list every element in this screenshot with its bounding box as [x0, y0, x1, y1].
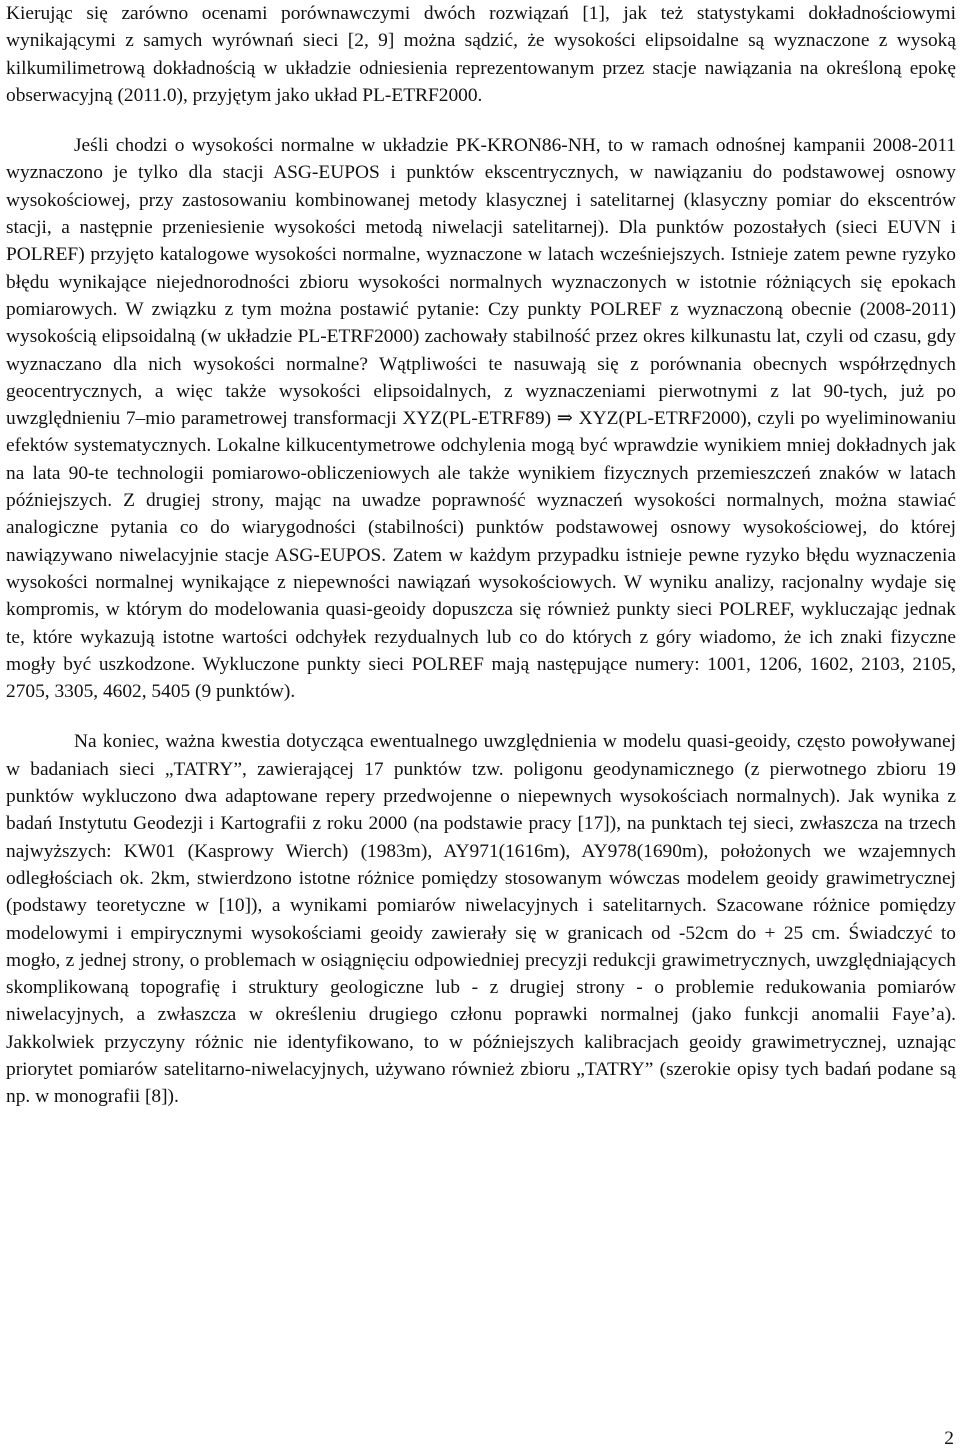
- paragraph-intro: Kierując się zarówno ocenami porównawczymi dwóch rozwiązań [1], jak też statystykami dokładnościowymi wynikającymi z samych wyrównań sieci [2, 9] można sądzić, że wysokości elipsoidalne są wyznaczone z wysoką kilkumilimetrową dokładnością w układzie odniesienia reprezentowanym przez stacje nawiązania na określoną epokę obserwacyjną (2011.0), przyjętym jako układ PL-ETRF2000.: [6, 3, 956, 106]
- paragraph-tatry: Na koniec, ważna kwestia dotycząca ewentualnego uwzględnienia w modelu quasi-geoidy, często powoływanej w badaniach sieci „TATRY”, zawierającej 17 punktów tzw. poligonu geodynamicznego (z pierwotnego zbioru 19 punktów wykluczono dwa adaptowane repery przedwojenne o niepewnych wysokościach normalnych). Jak wynika z badań Instytutu Geodezji i Kartografii z roku 2000 (na podstawie pracy [17]), na punktach tej sieci, zwłaszcza na trzech najwyższych: KW01 (Kasprowy Wierch) (1983m), AY971(1616m), AY978(1690m), położonych we wzajemnych odległościach ok. 2km, stwierdzono istotne różnice pomiędzy stosowanym wówczas modelem geoidy grawimetrycznej (podstawy teoretyczne w [10]), a wynikami pomiarów niwelacyjnych i satelitarnych. Szacowane różnice pomiędzy modelowymi i empirycznymi wysokościami geoidy zawierały się w granicach od -52cm do + 25 cm. Świadczyć to mogło, z jednej strony, o problemach w osiągnięciu odpowiedniej precyzji redukcji grawimetrycznych, uwzględniających skomplikowaną topografię i struktury geologiczne lub - z drugiej strony - o problemie redukowania pomiarów niwelacyjnych, a zwłaszcza w określeniu drugiego członu poprawki normalnej (jako funkcji anomalii Faye’a). Jakkolwiek przyczyny różnic nie identyfikowano, to w późniejszych kalibracjach geoidy grawimetrycznej, uznając priorytet pomiarów satelitarno-niwelacyjnych, używano również zbioru „TATRY” (szerokie opisy tych badań podane są np. w monografii [8]).: [6, 731, 956, 1108]
- page-number: 2: [944, 1428, 954, 1449]
- document-page: [6, 0, 956, 1111]
- paragraph-normal-heights: Jeśli chodzi o wysokości normalne w układzie PK-KRON86-NH, to w ramach odnośnej kampanii 2008-2011 wyznaczono je tylko dla stacji ASG-EUPOS i punktów ekscentrycznych, w nawiązaniu do podstawowej osnowy wysokościowej, przy zastosowaniu kombinowanej metody klasycznej i satelitarnej (klasyczny pomiar do ekscentrów stacji, a następnie przeniesienie wysokości metodą niwelacji satelitarnej). Dla punktów pozostałych (sieci EUVN i POLREF) przyjęto katalogowe wysokości normalne, wyznaczone w latach wcześniejszych. Istnieje zatem pewne ryzyko błędu wynikające niejednorodności zbioru wysokości normalnych wyznaczonych w istotnie różniących się epokach pomiarowych. W związku z tym można postawić pytanie: Czy punkty POLREF z wyznaczoną obecnie (2008-2011) wysokością elipsoidalną (w układzie PL-ETRF2000) zachowały stabilność przez okres kilkunastu lat, czyli od czasu, gdy wyznaczano dla nich wysokości normalne? Wątpliwości te nasuwają się z porównania obecnych współrzędnych geocentrycznych, a więc także wysokości elipsoidalnych, z wyznaczeniami pierwotnymi z lat 90-tych, już po uwzględnieniu 7–mio parametrowej transformacji XYZ(PL-ETRF89) ⇒ XYZ(PL-ETRF2000), czyli po wyeliminowaniu efektów systematycznych. Lokalne kilkucentymetrowe odchylenia mogą być wprawdzie wynikiem mniej dokładnych jak na lata 90-te technologii pomiarowo-obliczeniowych ale także wynikiem fizycznych przemieszczeń znaków w latach późniejszych. Z drugiej strony, mając na uwadze poprawność wyznaczeń wysokości normalnych, można stawiać analogiczne pytania co do wiarygodności (stabilności) punktów podstawowej osnowy wysokościowej, do której nawiązywano niwelacyjnie stacje ASG-EUPOS. Zatem w każdym przypadku istnieje pewne ryzyko błędu wyznaczenia wysokości normalnej wynikające z niepewności nawiązań wysokościowych. W wyniku analizy, racjonalny wydaje się kompromis, w którym do modelowania quasi-geoidy dopuszcza się również punkty sieci POLREF, wykluczając jednak te, które wykazują istotne wartości odchyłek rezydualnych lub co do których z góry wiadomo, że ich znaki fizyczne mogły być uszkodzone. Wykluczone punkty sieci POLREF mają następujące numery: 1001, 1206, 1602, 2103, 2105, 2705, 3305, 4602, 5405 (9 punktów).: [6, 135, 956, 703]
